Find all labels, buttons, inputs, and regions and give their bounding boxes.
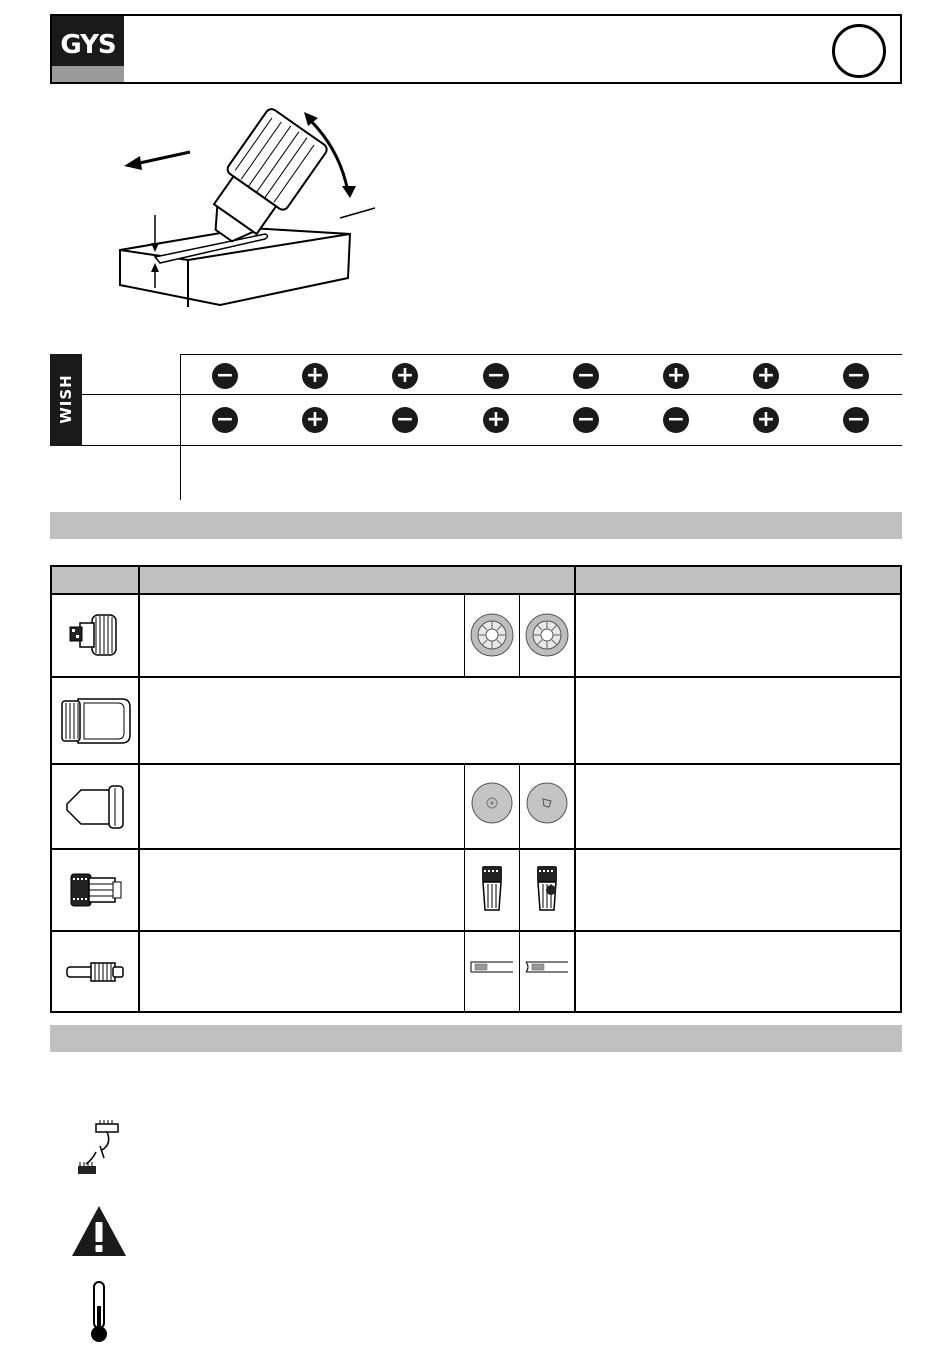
consumables-table [50,565,902,1013]
wish-label-box [50,354,82,446]
thumb-divider [519,763,520,930]
wish-table [50,354,902,500]
column-divider [574,567,576,1011]
wish-column-divider [180,354,181,500]
table-row [52,850,138,930]
wish-bottom-divider [82,445,902,446]
language-circle-icon [832,24,886,78]
table-header [52,567,900,595]
disconnect-plug-icon [74,1120,124,1178]
minus-sign-icon: − [843,407,869,433]
plus-sign-icon: + [483,407,509,433]
wish-row-divider [82,394,902,395]
row-divider [52,676,900,678]
table-row [52,765,138,848]
retaining-cap-icon [58,693,132,749]
wish-label: WISH [57,374,75,424]
logo-bar [52,66,124,82]
thumb-cell [521,767,573,839]
row-divider [52,930,900,932]
minus-sign-icon: − [843,363,869,389]
section-bar-consumables [50,512,902,539]
plus-sign-icon: + [753,363,779,389]
row-divider [52,763,900,765]
nozzle-tip-worn-icon [525,781,569,825]
logo-text: GYS [60,30,116,60]
table-row [52,678,138,763]
plus-sign-icon: + [302,363,328,389]
electrode-new-icon [469,957,515,977]
electrode-worn-icon [524,957,570,977]
page-header [50,14,902,84]
wish-top-border [180,354,902,355]
warning-triangle-icon [70,1204,128,1258]
swirl-ring-front-icon [524,612,570,658]
thermometer-icon [86,1280,112,1344]
minus-sign-icon: − [212,407,238,433]
table-row [52,932,138,1011]
nozzle-tip-round-icon [470,781,514,825]
thumb-divider [464,932,465,1011]
thumb-cell [466,767,518,839]
plus-sign-icon: + [663,363,689,389]
thumb-cell [521,854,573,922]
minus-sign-icon: − [573,407,599,433]
thumb-cell [521,601,573,669]
thumb-divider [464,763,465,930]
diffuser-worn-icon [533,862,561,914]
thumb-divider [464,595,465,676]
thumb-divider [519,932,520,1011]
plus-sign-icon: + [302,407,328,433]
thumb-cell [466,601,518,669]
thumb-cell [466,947,518,987]
minus-sign-icon: − [392,407,418,433]
swirl-ring-front-icon [469,612,515,658]
minus-sign-icon: − [573,363,599,389]
section-bar-maintenance [50,1025,902,1052]
electrode-holder-icon [64,609,126,665]
thumb-cell [466,854,518,922]
plus-sign-icon: + [392,363,418,389]
electrode-icon [63,957,127,987]
gys-logo [52,16,124,82]
thumb-divider [519,595,520,676]
minus-sign-icon: − [663,407,689,433]
diffuser-new-icon [478,862,506,914]
thumb-cell [521,947,573,987]
torch-cutting-illustration [100,100,390,320]
column-divider [138,567,140,1011]
minus-sign-icon: − [212,363,238,389]
diffuser-icon [65,868,125,912]
plus-sign-icon: + [753,407,779,433]
table-row [52,597,138,676]
nozzle-icon [63,782,127,832]
minus-sign-icon: − [483,363,509,389]
row-divider [52,848,900,850]
